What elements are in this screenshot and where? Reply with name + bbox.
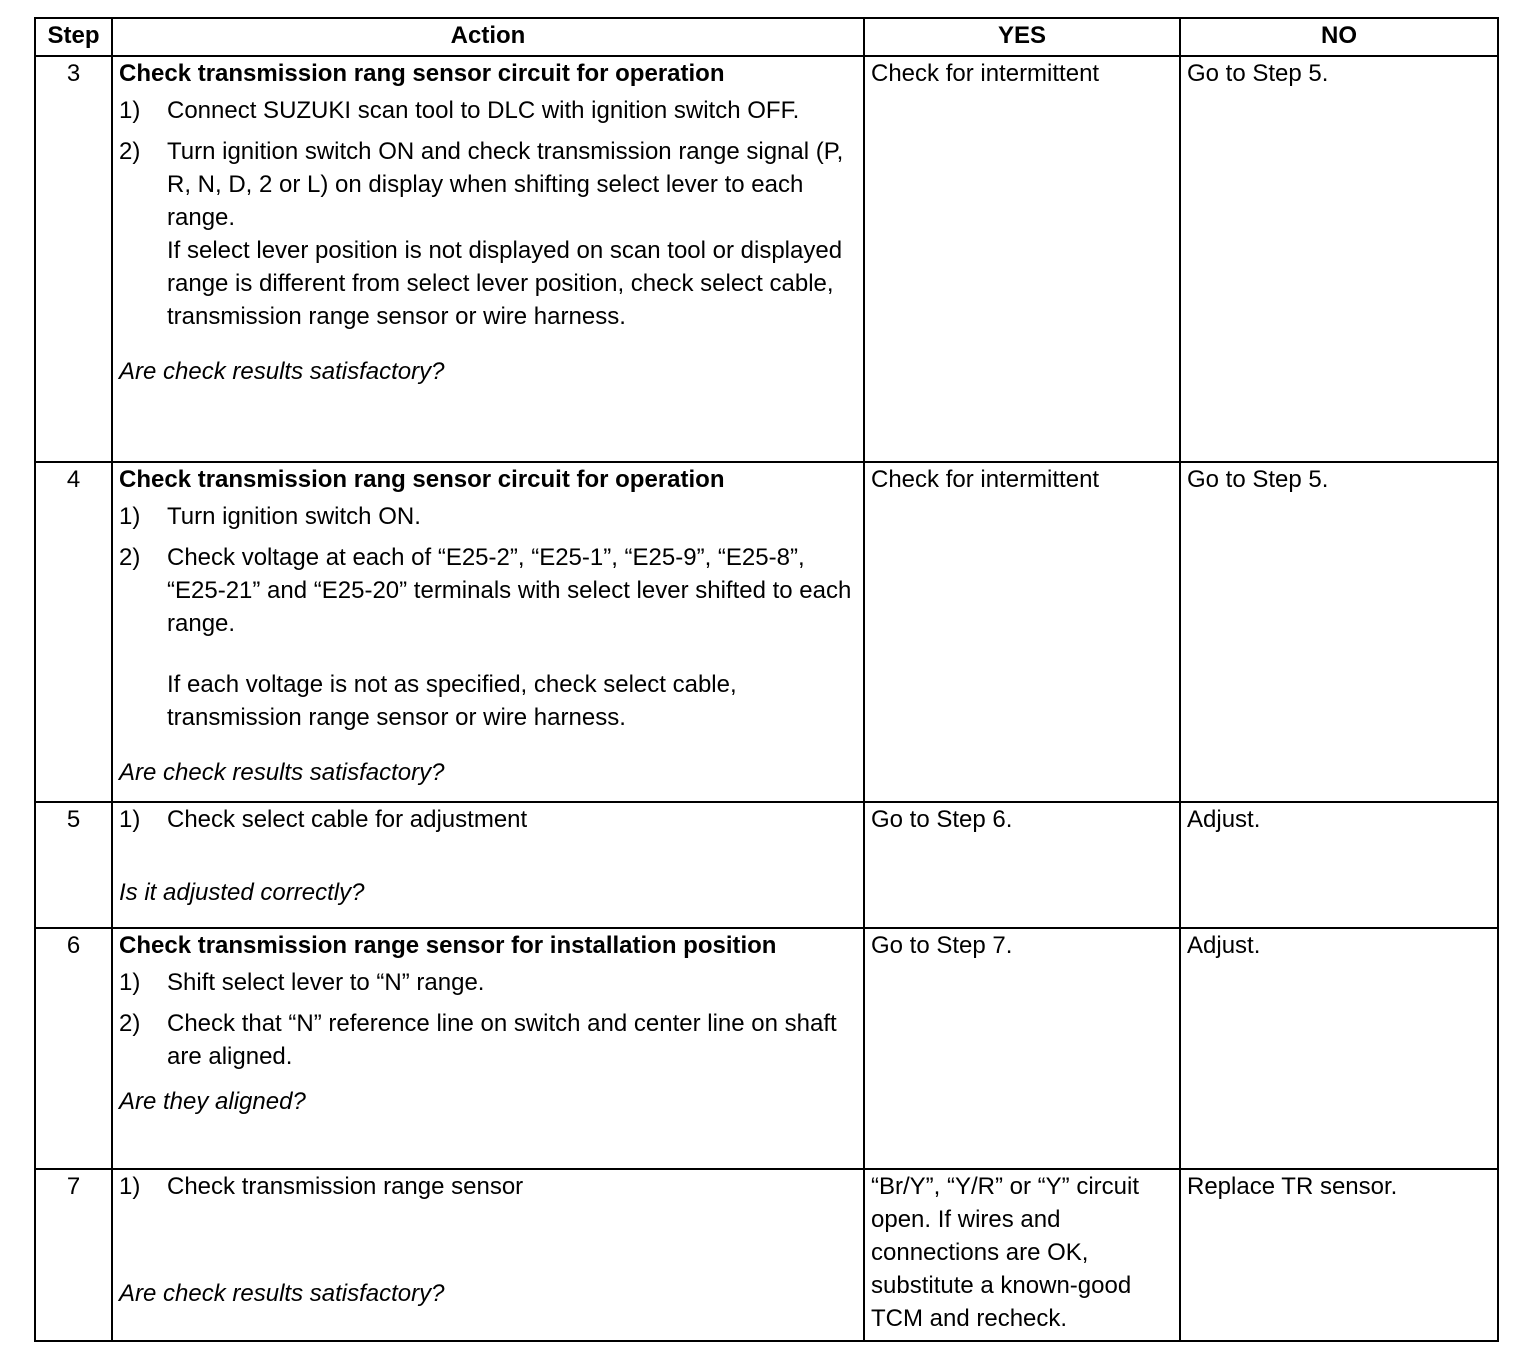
list-item — [119, 1170, 857, 1203]
list-item — [119, 94, 857, 127]
action-cell — [112, 1169, 864, 1341]
item-number: 1) — [119, 806, 141, 833]
list-item — [119, 803, 857, 836]
step-number: 6 — [35, 928, 112, 1169]
item-number: 1) — [119, 97, 141, 124]
yes-cell: Check for intermittent — [864, 462, 1180, 802]
yes-cell: Check for intermittent — [864, 56, 1180, 462]
yes-cell: Go to Step 7. — [864, 928, 1180, 1169]
action-cell — [112, 928, 864, 1169]
item-text-block — [167, 541, 857, 734]
item-text-block — [167, 135, 857, 333]
no-cell: Go to Step 5. — [1180, 462, 1498, 802]
item-number: 2) — [119, 544, 141, 571]
table-row — [35, 462, 1498, 802]
action-cell — [112, 802, 864, 928]
header-step: Step — [35, 18, 112, 56]
action-steps — [119, 803, 857, 836]
table-body — [35, 56, 1498, 1341]
action-cell — [112, 462, 864, 802]
action-title: Check transmission rang sensor circuit for operation — [119, 466, 725, 493]
spacer — [167, 640, 857, 668]
header-action: Action — [112, 18, 864, 56]
list-item — [119, 541, 857, 734]
item-text: Check voltage at each of “E25-2”, “E25-1”, “E25-9”, “E25-8”, “E25-21” and “E25-20” terminals with select lever shifted to each range. — [167, 544, 852, 637]
no-cell: Replace TR sensor. — [1180, 1169, 1498, 1341]
yes-cell: Go to Step 6. — [864, 802, 1180, 928]
item-number: 1) — [119, 1173, 141, 1200]
item-note: If select lever position is not displayed on scan tool or displayed range is different from select lever position, check select cable, transmission range sensor or wire harness. — [167, 237, 843, 330]
table-row — [35, 56, 1498, 462]
item-text: Shift select lever to “N” range. — [167, 969, 485, 996]
item-text: Check select cable for adjustment — [167, 806, 528, 833]
action-cell — [112, 56, 864, 462]
item-number: 2) — [119, 1010, 141, 1037]
table-header — [35, 18, 1498, 56]
no-cell: Go to Step 5. — [1180, 56, 1498, 462]
table-row — [35, 802, 1498, 928]
action-steps — [119, 94, 857, 333]
item-text: Turn ignition switch ON. — [167, 503, 421, 530]
item-note: If each voltage is not as specified, check select cable, transmission range sensor or wire harness. — [167, 671, 737, 731]
step-number: 4 — [35, 462, 112, 802]
action-question: Are check results satisfactory? — [119, 759, 445, 786]
no-cell: Adjust. — [1180, 928, 1498, 1169]
action-steps — [119, 500, 857, 734]
action-question: Are check results satisfactory? — [119, 1280, 445, 1307]
table-row — [35, 1169, 1498, 1341]
item-number: 1) — [119, 969, 141, 996]
action-question: Is it adjusted correctly? — [119, 879, 365, 906]
step-number: 3 — [35, 56, 112, 462]
list-item — [119, 135, 857, 333]
list-item — [119, 1007, 857, 1073]
item-number: 1) — [119, 503, 141, 530]
item-text: Turn ignition switch ON and check transmission range signal (P, R, N, D, 2 or L) on display when shifting select lever to each range. — [167, 138, 844, 231]
header-row — [35, 18, 1498, 56]
step-number: 5 — [35, 802, 112, 928]
no-cell: Adjust. — [1180, 802, 1498, 928]
step-number: 7 — [35, 1169, 112, 1341]
yes-cell: “Br/Y”, “Y/R” or “Y” circuit open. If wires and connections are OK, substitute a known-good TCM and recheck. — [864, 1169, 1180, 1341]
item-text: Connect SUZUKI scan tool to DLC with ignition switch OFF. — [167, 97, 800, 124]
action-steps — [119, 1170, 857, 1203]
action-title: Check transmission rang sensor circuit for operation — [119, 60, 725, 87]
header-no: NO — [1180, 18, 1498, 56]
action-question: Are check results satisfactory? — [119, 358, 445, 385]
diagnostic-table — [34, 17, 1499, 1342]
item-text: Check that “N” reference line on switch and center line on shaft are aligned. — [167, 1010, 837, 1070]
list-item — [119, 966, 857, 999]
table-row — [35, 928, 1498, 1169]
header-yes: YES — [864, 18, 1180, 56]
item-number: 2) — [119, 138, 141, 165]
item-text: Check transmission range sensor — [167, 1173, 524, 1200]
action-title: Check transmission range sensor for installation position — [119, 932, 777, 959]
action-question: Are they aligned? — [119, 1088, 306, 1115]
list-item — [119, 500, 857, 533]
action-steps — [119, 966, 857, 1073]
